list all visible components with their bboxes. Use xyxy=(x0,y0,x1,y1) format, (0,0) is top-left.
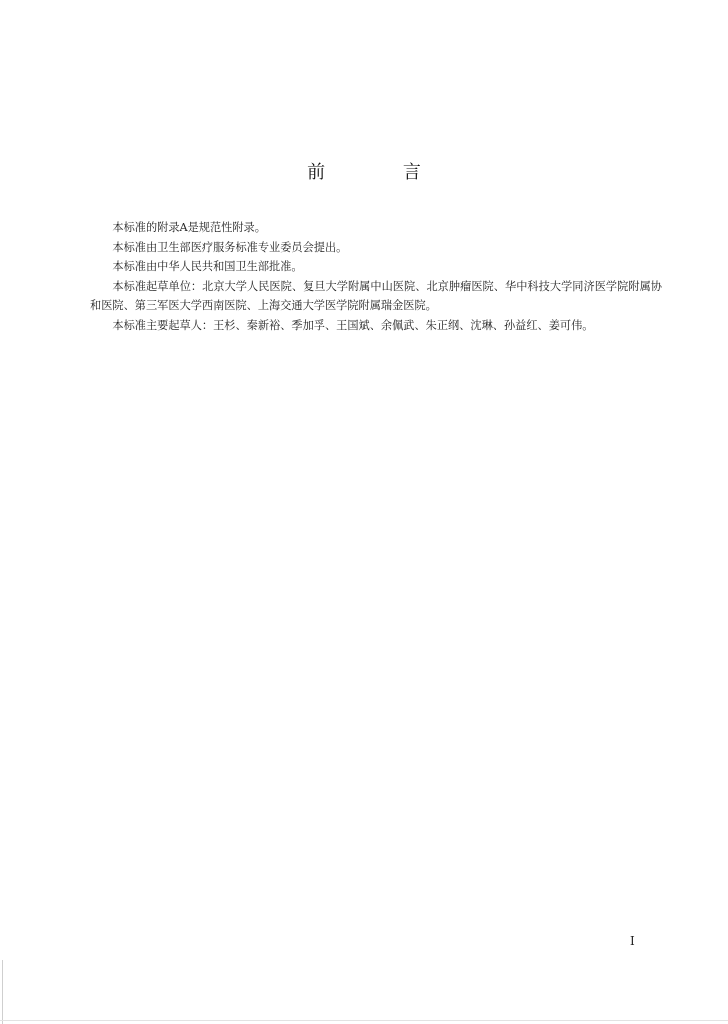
page-number: I xyxy=(630,934,635,948)
paragraph-drafting-units: 本标准起草单位：北京大学人民医院、复旦大学附属中山医院、北京肿瘤医院、华中科技大学同济医学院附属协和医院、第三军医大学西南医院、上海交通大学医学院附属瑞金医院。 xyxy=(90,279,662,313)
scan-edge-bottom xyxy=(0,1020,728,1021)
paragraph-drafters: 本标准主要起草人：王杉、秦新裕、季加孚、王国斌、余佩武、朱正纲、沈琳、孙益红、姜可伟。 xyxy=(112,318,594,332)
paragraph-appendix: 本标准的附录A是规范性附录。 xyxy=(112,221,266,234)
paragraph-approver: 本标准由中华人民共和国卫生部批准。 xyxy=(112,260,303,274)
page-title: 前 言 xyxy=(307,162,457,183)
foreword-body xyxy=(90,218,662,336)
scan-edge-left xyxy=(2,960,3,1024)
paragraph-proposer: 本标准由卫生部医疗服务标准专业委员会提出。 xyxy=(112,240,348,254)
